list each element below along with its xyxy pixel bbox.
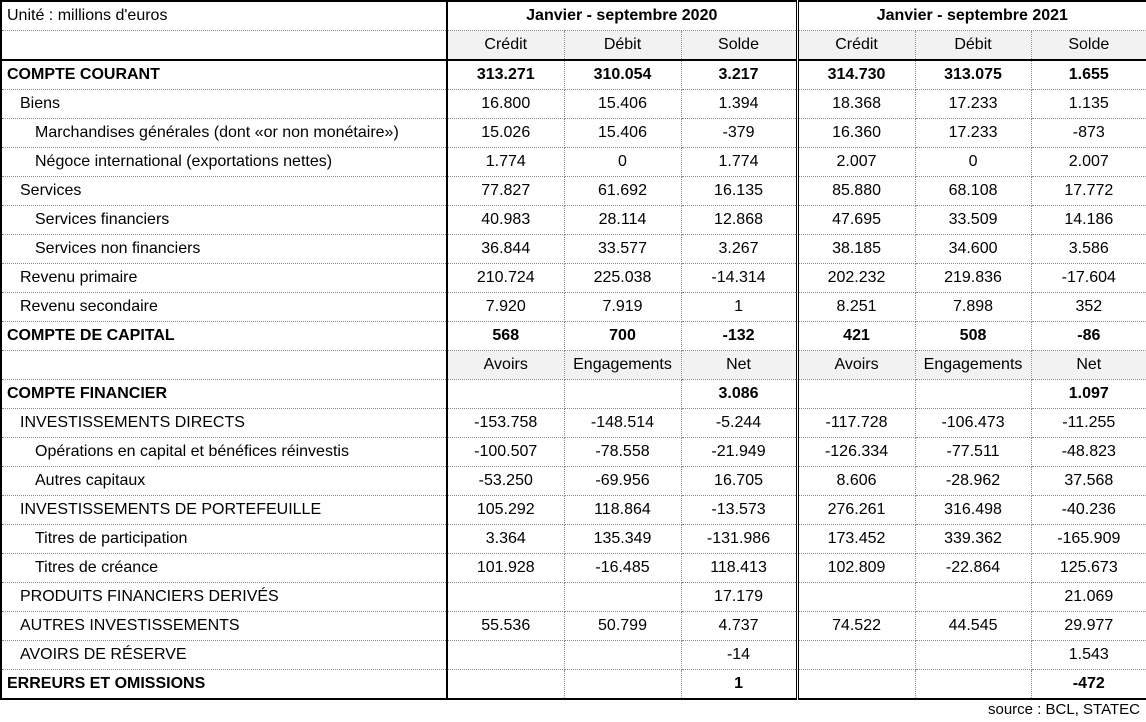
cell-avoirs-2020 <box>447 641 564 670</box>
cell-credit-2021: 8.251 <box>797 293 915 322</box>
cell-debit-2021: 0 <box>915 148 1031 177</box>
table-row <box>1 641 1146 670</box>
cell-avoirs-2020: -100.507 <box>447 438 564 467</box>
table-row <box>1 525 1146 554</box>
table-row <box>1 293 1146 322</box>
table-row <box>1 235 1146 264</box>
cell-engagements-2020 <box>564 583 681 612</box>
cell-debit-2020: 310.054 <box>564 60 681 90</box>
cell-engagements-2020 <box>564 380 681 409</box>
cell-solde-2021: 1.135 <box>1031 90 1146 119</box>
cell-debit-2020: 700 <box>564 322 681 351</box>
row-label: Titres de créance <box>1 554 447 583</box>
row-label: Négoce international (exportations nettes) <box>1 148 447 177</box>
cell-credit-2020: 1.774 <box>447 148 564 177</box>
cell-avoirs-2020 <box>447 380 564 409</box>
row-label: INVESTISSEMENTS DE PORTEFEUILLE <box>1 496 447 525</box>
cell-debit-2020: 15.406 <box>564 90 681 119</box>
header-row-periods <box>1 1 1146 31</box>
source-note: source : BCL, STATEC <box>988 701 1140 718</box>
cell-avoirs-2021: -126.334 <box>797 438 915 467</box>
col-net-2021: Net <box>1031 351 1146 380</box>
cell-net-2021: 125.673 <box>1031 554 1146 583</box>
cell-solde-2021: 3.586 <box>1031 235 1146 264</box>
cell-credit-2020: 313.271 <box>447 60 564 90</box>
col-avoirs-2020: Avoirs <box>447 351 564 380</box>
cell-solde-2021: 14.186 <box>1031 206 1146 235</box>
cell-net-2020: -131.986 <box>681 525 797 554</box>
cell-solde-2020: 3.217 <box>681 60 797 90</box>
cell-engagements-2021: 44.545 <box>915 612 1031 641</box>
cell-engagements-2020 <box>564 670 681 700</box>
cell-net-2021: 37.568 <box>1031 467 1146 496</box>
table-row <box>1 583 1146 612</box>
cell-solde-2021: -873 <box>1031 119 1146 148</box>
cell-debit-2021: 68.108 <box>915 177 1031 206</box>
cell-engagements-2020: 135.349 <box>564 525 681 554</box>
period-2021-header: Janvier - septembre 2021 <box>797 1 1146 31</box>
cell-avoirs-2020: 55.536 <box>447 612 564 641</box>
col-engagements-2021: Engagements <box>915 351 1031 380</box>
cell-avoirs-2020: 105.292 <box>447 496 564 525</box>
cell-engagements-2021: -28.962 <box>915 467 1031 496</box>
table-row <box>1 119 1146 148</box>
cell-credit-2021: 2.007 <box>797 148 915 177</box>
row-label: Titres de participation <box>1 525 447 554</box>
unit-label: Unité : millions d'euros <box>1 1 447 31</box>
cell-avoirs-2020 <box>447 670 564 700</box>
cell-avoirs-2021: 8.606 <box>797 467 915 496</box>
table-row <box>1 380 1146 409</box>
cell-engagements-2021 <box>915 670 1031 700</box>
cell-avoirs-2020: -153.758 <box>447 409 564 438</box>
cell-debit-2020: 225.038 <box>564 264 681 293</box>
cell-net-2020: 4.737 <box>681 612 797 641</box>
cell-engagements-2020: -78.558 <box>564 438 681 467</box>
cell-debit-2020: 15.406 <box>564 119 681 148</box>
cell-engagements-2021: 316.498 <box>915 496 1031 525</box>
cell-net-2020: -5.244 <box>681 409 797 438</box>
cell-avoirs-2021 <box>797 583 915 612</box>
cell-solde-2021: -17.604 <box>1031 264 1146 293</box>
row-label: PRODUITS FINANCIERS DERIVÉS <box>1 583 447 612</box>
cell-net-2020: 1 <box>681 670 797 700</box>
cell-net-2021: 29.977 <box>1031 612 1146 641</box>
header-row-subcolumns <box>1 31 1146 61</box>
row-label: Marchandises générales (dont «or non monétaire») <box>1 119 447 148</box>
row-label: COMPTE DE CAPITAL <box>1 322 447 351</box>
col-net-2020: Net <box>681 351 797 380</box>
cell-engagements-2021 <box>915 380 1031 409</box>
cell-credit-2020: 36.844 <box>447 235 564 264</box>
cell-engagements-2020: 118.864 <box>564 496 681 525</box>
table-row <box>1 90 1146 119</box>
cell-solde-2020: 1.394 <box>681 90 797 119</box>
cell-net-2021: 1.543 <box>1031 641 1146 670</box>
cell-net-2021: 21.069 <box>1031 583 1146 612</box>
col-engagements-2020: Engagements <box>564 351 681 380</box>
row-label: Services <box>1 177 447 206</box>
table-row <box>1 467 1146 496</box>
cell-net-2020: -13.573 <box>681 496 797 525</box>
cell-solde-2020: 3.267 <box>681 235 797 264</box>
header-row-financial-subcolumns <box>1 351 1146 380</box>
cell-avoirs-2021: 74.522 <box>797 612 915 641</box>
cell-avoirs-2020: -53.250 <box>447 467 564 496</box>
cell-solde-2020: -132 <box>681 322 797 351</box>
row-label: COMPTE COURANT <box>1 60 447 90</box>
cell-avoirs-2021 <box>797 380 915 409</box>
cell-credit-2021: 85.880 <box>797 177 915 206</box>
table-row <box>1 322 1146 351</box>
period-2020-header: Janvier - septembre 2020 <box>447 1 797 31</box>
cell-solde-2021: 352 <box>1031 293 1146 322</box>
cell-solde-2021: 17.772 <box>1031 177 1146 206</box>
cell-solde-2020: -379 <box>681 119 797 148</box>
cell-net-2021: -165.909 <box>1031 525 1146 554</box>
cell-net-2021: -11.255 <box>1031 409 1146 438</box>
cell-engagements-2020: 50.799 <box>564 612 681 641</box>
cell-net-2020: -14 <box>681 641 797 670</box>
cell-debit-2021: 34.600 <box>915 235 1031 264</box>
cell-debit-2021: 219.836 <box>915 264 1031 293</box>
cell-debit-2020: 0 <box>564 148 681 177</box>
cell-net-2021: 1.097 <box>1031 380 1146 409</box>
row-label: Revenu secondaire <box>1 293 447 322</box>
cell-solde-2020: 1.774 <box>681 148 797 177</box>
cell-engagements-2020: -16.485 <box>564 554 681 583</box>
cell-engagements-2021: 339.362 <box>915 525 1031 554</box>
cell-solde-2021: 1.655 <box>1031 60 1146 90</box>
cell-solde-2020: 16.135 <box>681 177 797 206</box>
cell-debit-2021: 17.233 <box>915 90 1031 119</box>
table-row <box>1 264 1146 293</box>
table-row <box>1 409 1146 438</box>
header-spacer <box>1 31 447 61</box>
cell-solde-2020: -14.314 <box>681 264 797 293</box>
table-row <box>1 148 1146 177</box>
cell-avoirs-2020 <box>447 583 564 612</box>
cell-net-2021: -48.823 <box>1031 438 1146 467</box>
cell-engagements-2020 <box>564 641 681 670</box>
cell-credit-2020: 16.800 <box>447 90 564 119</box>
col-avoirs-2021: Avoirs <box>797 351 915 380</box>
table-row <box>1 554 1146 583</box>
cell-engagements-2021: -106.473 <box>915 409 1031 438</box>
row-label: Services financiers <box>1 206 447 235</box>
cell-credit-2020: 40.983 <box>447 206 564 235</box>
cell-engagements-2020: -69.956 <box>564 467 681 496</box>
cell-debit-2021: 508 <box>915 322 1031 351</box>
cell-solde-2021: -86 <box>1031 322 1146 351</box>
row-label: Autres capitaux <box>1 467 447 496</box>
cell-avoirs-2021 <box>797 670 915 700</box>
cell-credit-2021: 202.232 <box>797 264 915 293</box>
cell-net-2021: -40.236 <box>1031 496 1146 525</box>
cell-avoirs-2021: 276.261 <box>797 496 915 525</box>
row-label: ERREURS ET OMISSIONS <box>1 670 447 700</box>
col-credit-2020: Crédit <box>447 31 564 61</box>
row-label: AVOIRS DE RÉSERVE <box>1 641 447 670</box>
col-debit-2021: Débit <box>915 31 1031 61</box>
cell-credit-2021: 18.368 <box>797 90 915 119</box>
row-label: Opérations en capital et bénéfices réinvestis <box>1 438 447 467</box>
table-row <box>1 177 1146 206</box>
cell-credit-2021: 47.695 <box>797 206 915 235</box>
cell-net-2021: -472 <box>1031 670 1146 700</box>
cell-net-2020: 3.086 <box>681 380 797 409</box>
col-solde-2020: Solde <box>681 31 797 61</box>
cell-avoirs-2020: 3.364 <box>447 525 564 554</box>
table-row <box>1 612 1146 641</box>
row-label: COMPTE FINANCIER <box>1 380 447 409</box>
cell-credit-2020: 7.920 <box>447 293 564 322</box>
header-spacer <box>1 351 447 380</box>
cell-engagements-2021 <box>915 641 1031 670</box>
cell-credit-2021: 421 <box>797 322 915 351</box>
cell-net-2020: 16.705 <box>681 467 797 496</box>
cell-credit-2020: 15.026 <box>447 119 564 148</box>
cell-credit-2020: 568 <box>447 322 564 351</box>
cell-debit-2020: 33.577 <box>564 235 681 264</box>
cell-debit-2021: 17.233 <box>915 119 1031 148</box>
table-row <box>1 670 1146 700</box>
cell-engagements-2021 <box>915 583 1031 612</box>
cell-solde-2020: 1 <box>681 293 797 322</box>
cell-net-2020: -21.949 <box>681 438 797 467</box>
cell-credit-2020: 210.724 <box>447 264 564 293</box>
cell-credit-2021: 314.730 <box>797 60 915 90</box>
row-label: Revenu primaire <box>1 264 447 293</box>
row-label: Services non financiers <box>1 235 447 264</box>
cell-credit-2020: 77.827 <box>447 177 564 206</box>
col-solde-2021: Solde <box>1031 31 1146 61</box>
cell-solde-2020: 12.868 <box>681 206 797 235</box>
col-debit-2020: Débit <box>564 31 681 61</box>
cell-net-2020: 118.413 <box>681 554 797 583</box>
cell-solde-2021: 2.007 <box>1031 148 1146 177</box>
row-label: AUTRES INVESTISSEMENTS <box>1 612 447 641</box>
cell-engagements-2021: -22.864 <box>915 554 1031 583</box>
table-row <box>1 496 1146 525</box>
cell-debit-2021: 33.509 <box>915 206 1031 235</box>
cell-debit-2020: 61.692 <box>564 177 681 206</box>
cell-avoirs-2021 <box>797 641 915 670</box>
cell-avoirs-2021: 173.452 <box>797 525 915 554</box>
cell-net-2020: 17.179 <box>681 583 797 612</box>
cell-avoirs-2020: 101.928 <box>447 554 564 583</box>
cell-avoirs-2021: -117.728 <box>797 409 915 438</box>
cell-avoirs-2021: 102.809 <box>797 554 915 583</box>
cell-debit-2021: 313.075 <box>915 60 1031 90</box>
cell-credit-2021: 16.360 <box>797 119 915 148</box>
table-row <box>1 206 1146 235</box>
cell-credit-2021: 38.185 <box>797 235 915 264</box>
row-label: INVESTISSEMENTS DIRECTS <box>1 409 447 438</box>
table-row <box>1 60 1146 90</box>
cell-engagements-2020: -148.514 <box>564 409 681 438</box>
row-label: Biens <box>1 90 447 119</box>
cell-engagements-2021: -77.511 <box>915 438 1031 467</box>
cell-debit-2021: 7.898 <box>915 293 1031 322</box>
col-credit-2021: Crédit <box>797 31 915 61</box>
cell-debit-2020: 7.919 <box>564 293 681 322</box>
table-row <box>1 438 1146 467</box>
cell-debit-2020: 28.114 <box>564 206 681 235</box>
